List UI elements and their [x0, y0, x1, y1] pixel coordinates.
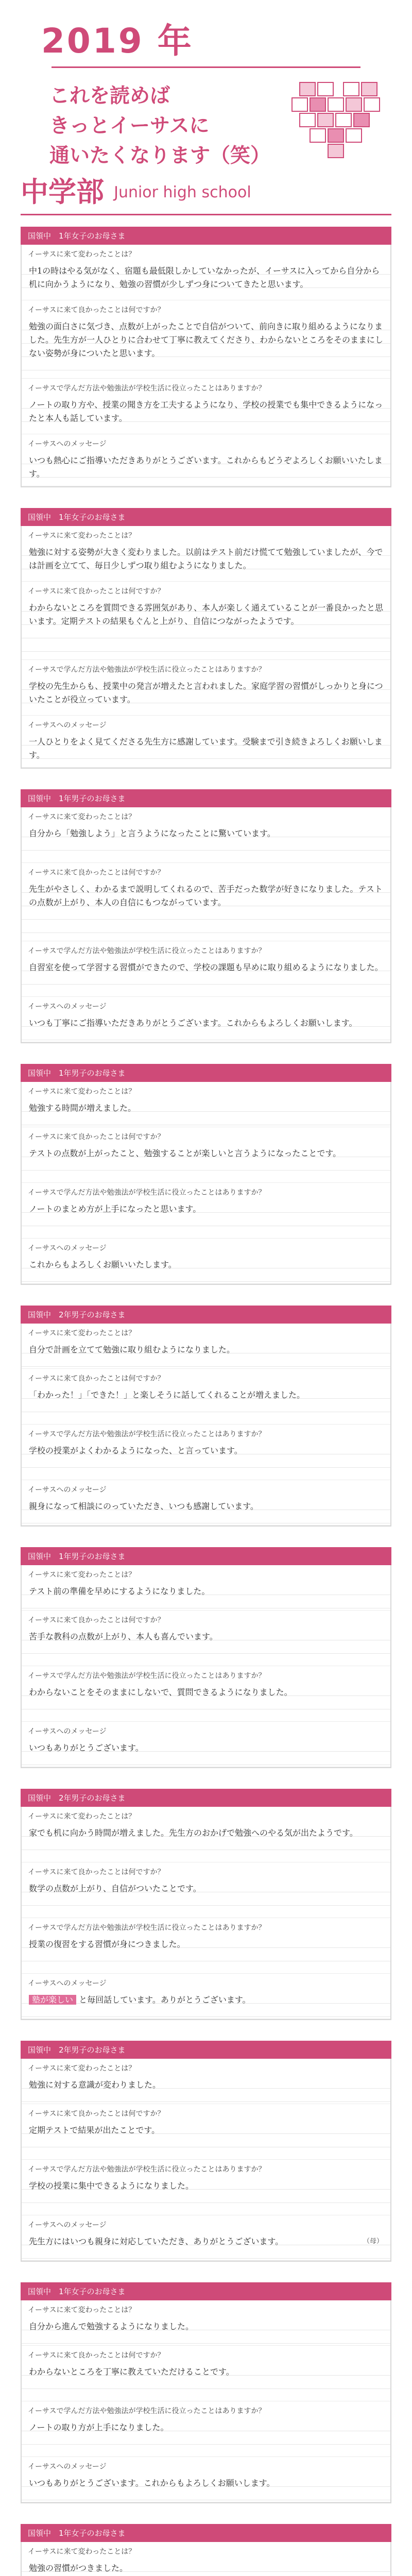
answer-2: 数学の点数が上がり、自信がついたことです。 [22, 1879, 390, 1918]
testimonial-author: 国領中 1年女子のお母さま [21, 2282, 391, 2300]
question-4: イーサスへのメッセージ [28, 2463, 107, 2471]
question-1: イーサスに来て変わったことは？ [28, 2064, 136, 2073]
question-2: イーサスに来て良かったことは何ですか？ [28, 1616, 165, 1624]
answer-4: 一人ひとりをよく見てくださる先生方に感謝しています。受験まで引き続きよろしくお願いします。 [22, 732, 390, 768]
question-3: イーサスで学んだ方法や勉強法が学校生活に役立ったことはありますか？ [28, 2165, 266, 2174]
answer-4-text: と毎回話しています。ありがとうございます。 [79, 1995, 251, 2005]
hero-line-3: 通いたくなります（笑） [49, 144, 271, 167]
question-1: イーサスに来て変わったことは？ [28, 1088, 136, 1096]
answer-1: 自分で計画を立てて勉強に取り組むようになりました。 [22, 1340, 390, 1369]
answer-3: 学校の先生からも、授業中の発言が増えたと言われました。家庭学習の習慣がしっかりと身についたことが役立っています。 [22, 676, 390, 716]
heart-mosaic-icon [289, 77, 387, 165]
testimonial-author: 国領中 1年女子のお母さま [21, 227, 391, 245]
answer-3: 自習室を使って学習する習慣ができたので、学校の課題も早めに取り組めるようになりました。 [22, 958, 390, 997]
year-suffix: 年 [157, 21, 194, 61]
question-4: イーサスへのメッセージ [28, 721, 107, 730]
question-1: イーサスに来て変わったことは？ [28, 1812, 136, 1821]
qa-block [21, 245, 391, 487]
qa-block [21, 526, 391, 769]
answer-3: 授業の復習をする習慣が身につきました。 [22, 1935, 390, 1974]
school-name-en: Junior high school [114, 183, 251, 201]
testimonial-author: 国領中 2年男子のお母さま [21, 1789, 391, 1807]
testimonial-card [21, 2282, 391, 2503]
testimonial-card [21, 2524, 391, 2576]
question-4: イーサスへのメッセージ [28, 1244, 107, 1252]
testimonial-card [21, 1306, 391, 1527]
answer-4: いつも丁寧にご指導いただきありがとうございます。これからもよろしくお願いします。 [22, 1013, 390, 1042]
qa-block [21, 2300, 391, 2503]
question-1: イーサスに来て変わったことは？ [28, 250, 136, 259]
testimonial-card [21, 1064, 391, 1285]
testimonial-card [21, 1789, 391, 2020]
answer-2: 定期テストで結果が出たことです。 [22, 2121, 390, 2160]
question-4: イーサスへのメッセージ [28, 1727, 107, 1736]
testimonial-card [21, 789, 391, 1043]
school-heading [21, 170, 391, 215]
question-2: イーサスに来て良かったことは何ですか？ [28, 2351, 165, 2360]
question-4: イーサスへのメッセージ [28, 440, 107, 448]
answer-1: 家でも机に向かう時間が増えました。先生方のおかげで勉強へのやる気が出たようです。 [22, 1823, 390, 1862]
hero-line-1: これを読めば [49, 84, 170, 108]
answer-1: 自分から「勉強しよう」と言うようになったことに驚いています。 [22, 824, 390, 863]
testimonial-card [21, 508, 391, 769]
question-1: イーサスに来て変わったことは？ [28, 1329, 136, 1337]
testimonial-card [21, 2041, 391, 2262]
question-4: イーサスへのメッセージ [28, 1003, 107, 1011]
year-number: 2019 [41, 21, 144, 61]
testimonial-list [0, 227, 412, 2576]
testimonial-author: 国領中 2年男子のお母さま [21, 2041, 391, 2059]
answer-2: テストの点数が上がったこと、勉強することが楽しいと言うようになったことです。 [22, 1144, 390, 1183]
answer-3: ノートのまとめ方が上手になったと思います。 [22, 1199, 390, 1239]
question-3: イーサスで学んだ方法や勉強法が学校生活に役立ったことはありますか？ [28, 1430, 266, 1438]
question-4: イーサスへのメッセージ [28, 2221, 107, 2229]
signature: （母） [363, 2238, 383, 2245]
answer-1: 中1の時はやる気がなく、宿題も最低限しかしていなかったが、イーサスに入ってから自分から机に向かうようになり、勉強の習慣が少しずつ身についてきたと思います。 [22, 261, 390, 300]
year-rule [52, 66, 360, 68]
answer-2: わからないところを質問できる雰囲気があり、本人が楽しく通えていることが一番良かったと思います。定期テストの結果もぐんと上がり、自信につながったようです。 [22, 598, 390, 660]
school-name: 中学部 [21, 176, 104, 208]
question-1: イーサスに来て変わったことは？ [28, 1571, 136, 1579]
answer-1: 勉強に対する姿勢が大きく変わりました。以前はテスト前だけ慌てて勉強していましたが、今では計画を立てて、毎日少しずつ取り組むようになりました。 [22, 543, 390, 582]
question-1: イーサスに来て変わったことは？ [28, 813, 136, 821]
answer-4 [22, 2232, 390, 2261]
question-4: イーサスへのメッセージ [28, 1979, 107, 1988]
question-3: イーサスで学んだ方法や勉強法が学校生活に役立ったことはありますか？ [28, 947, 266, 955]
answer-3: 学校の授業がよくわかるようになった、と言っています。 [22, 1441, 390, 1480]
question-2: イーサスに来て良かったことは何ですか？ [28, 306, 165, 314]
qa-block [21, 1807, 391, 2020]
question-3: イーサスで学んだ方法や勉強法が学校生活に役立ったことはありますか？ [28, 666, 266, 674]
qa-block [21, 1565, 391, 1768]
highlighted-phrase: 塾が楽しい [29, 1995, 76, 2005]
qa-block [21, 2059, 391, 2262]
question-4: イーサスへのメッセージ [28, 1486, 107, 1494]
answer-2: わからないところを丁寧に教えていただけることです。 [22, 2362, 390, 2401]
question-2: イーサスに来て良かったことは何ですか？ [28, 1375, 165, 1383]
answer-2: 勉強の面白さに気づき、点数が上がったことで自信がついて、前向きに取り組めるようになりました。先生方が一人ひとりに合わせて丁寧に教えてくださり、わからないところをそのままにしない姿勢が身についたと思います。 [22, 317, 390, 379]
question-3: イーサスで学んだ方法や勉強法が学校生活に役立ったことはありますか？ [28, 2407, 266, 2415]
question-3: イーサスで学んだ方法や勉強法が学校生活に役立ったことはありますか？ [28, 384, 266, 393]
school-rule [21, 214, 391, 215]
answer-4: 親身になって相談にのっていただき、いつも感謝しています。 [22, 1497, 390, 1526]
question-1: イーサスに来て変わったことは？ [28, 532, 136, 540]
testimonial-author: 国領中 1年男子のお母さま [21, 1064, 391, 1082]
answer-3: ノートの取り方が上手になりました。 [22, 2418, 390, 2457]
question-2: イーサスに来て良かったことは何ですか？ [28, 869, 165, 877]
testimonial-author: 国領中 1年男子のお母さま [21, 789, 391, 807]
question-3: イーサスで学んだ方法や勉強法が学校生活に役立ったことはありますか？ [28, 1672, 266, 1680]
testimonial-author: 国領中 1年男子のお母さま [21, 1547, 391, 1565]
qa-block [21, 1082, 391, 1285]
qa-block [21, 2542, 391, 2576]
answer-1: 勉強する時間が増えました。 [22, 1098, 390, 1127]
answer-4: いつもありがとうございます。 [22, 1738, 390, 1767]
testimonial-author: 国領中 1年女子のお母さま [21, 508, 391, 526]
answer-3: ノートの取り方や、授業の聞き方を工夫するようになり、学校の授業でも集中できるようになったと本人も話しています。 [22, 395, 390, 434]
testimonial-author: 国領中 1年女子のお母さま [21, 2524, 391, 2542]
answer-4: いつもありがとうございます。これからもよろしくお願いします。 [22, 2473, 390, 2502]
answer-2: 苦手な教科の点数が上がり、本人も喜んでいます。 [22, 1627, 390, 1666]
answer-1: 自分から進んで勉強するようになりました。 [22, 2317, 390, 2346]
testimonial-author: 国領中 2年男子のお母さま [21, 1306, 391, 1324]
testimonial-card [21, 227, 391, 487]
page-header [0, 0, 412, 227]
answer-2: 先生がやさしく、わかるまで説明してくれるので、苦手だった数学が好きになりました。テストの点数が上がり、本人の自信にもつながっています。 [22, 879, 390, 941]
qa-block [21, 807, 391, 1043]
answer-4: これからもよろしくお願いいたします。 [22, 1255, 390, 1284]
answer-1: テスト前の準備を早めにするようになりました。 [22, 1582, 390, 1611]
answer-4: いつも熱心にご指導いただきありがとうございます。これからもどうぞよろしくお願いいたします。 [22, 451, 390, 486]
testimonial-card [21, 1547, 391, 1768]
question-1: イーサスに来て変わったことは？ [28, 2306, 136, 2314]
answer-1: 勉強の習慣がつきました。 [22, 2558, 390, 2576]
qa-block [21, 1324, 391, 1527]
answer-4-text: 先生方にはいつも親身に対応していただき、ありがとうございます。 [29, 2236, 284, 2246]
year-title [41, 13, 391, 62]
question-2: イーサスに来て良かったことは何ですか？ [28, 587, 165, 596]
answer-2: 「わかった！」「できた！」と楽しそうに話してくれることが増えました。 [22, 1385, 390, 1425]
question-1: イーサスに来て変わったことは？ [28, 2548, 136, 2556]
answer-1: 勉強に対する意識が変わりました。 [22, 2075, 390, 2104]
answer-3: 学校の授業に集中できるようになりました。 [22, 2176, 390, 2215]
question-2: イーサスに来て良かったことは何ですか？ [28, 1868, 165, 1876]
question-2: イーサスに来て良かったことは何ですか？ [28, 1133, 165, 1141]
question-3: イーサスで学んだ方法や勉強法が学校生活に役立ったことはありますか？ [28, 1189, 266, 1197]
question-2: イーサスに来て良かったことは何ですか？ [28, 2110, 165, 2118]
hero-line-2: きっとイーサスに [49, 114, 210, 138]
question-3: イーサスで学んだ方法や勉強法が学校生活に役立ったことはありますか？ [28, 1924, 266, 1932]
answer-4 [22, 1990, 390, 2019]
answer-3: わからないことをそのままにしないで、質問できるようになりました。 [22, 1683, 390, 1722]
